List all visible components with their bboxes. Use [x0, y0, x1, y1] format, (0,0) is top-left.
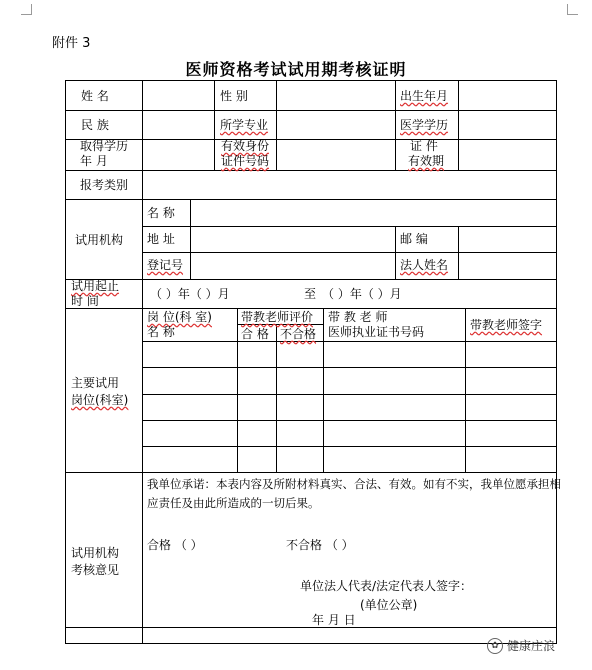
degree-date-label-line1: 取得学历 [80, 139, 129, 153]
opinion-date: 年 月 日 [312, 613, 356, 627]
opinion-label-line2: 考核意见 [71, 563, 120, 577]
positions-label-line2: 岗位(科室) [71, 393, 129, 407]
col-teacher-signature: 带教老师签字 [470, 318, 543, 332]
id-label-line2: 证件号码 [221, 154, 270, 168]
attachment-label: 附件 3 [52, 36, 91, 51]
col-position-name-line2: 名 称 [147, 325, 175, 339]
commitment-line1: 我单位承诺：本表内容及所附材料真实、合法、有效。如有不实，我单位愿承担相 [147, 477, 561, 491]
cert-label-line2: 有效期 [408, 154, 445, 168]
col-pass: 合 格 [241, 327, 269, 341]
trial-period-label-line1: 试用起止 [71, 279, 120, 293]
legal-representative-signature: 单位法人代表/法定代表人签字： [300, 579, 473, 593]
col-teacher-cert-line1: 带 教 老 师 [328, 310, 388, 324]
institution-address-label: 地 址 [147, 232, 175, 246]
watermark-text: 健康庄浪 [507, 639, 556, 653]
degree-label: 医学学历 [400, 118, 449, 132]
institution-registration-label: 登记号 [147, 258, 184, 272]
major-label: 所学专业 [220, 118, 269, 132]
form-title: 医师资格考试试用期考核证明 [185, 60, 407, 79]
wechat-watermark [487, 637, 555, 654]
opinion-fail-option: 不合格 （ ） [286, 538, 354, 552]
col-position-name-line1: 岗 位(科 室) [147, 310, 212, 324]
positions-label-line1: 主要试用 [71, 376, 120, 390]
opinion-pass-option: 合格 （ ） [147, 538, 203, 552]
name-label: 姓 名 [81, 89, 109, 103]
trial-period-to: 至 [304, 287, 317, 301]
institution-legal-person-label: 法人姓名 [400, 258, 449, 272]
institution-name-label: 名 称 [147, 206, 175, 220]
col-fail: 不合格 [280, 327, 317, 341]
institution-seal: (单位公章) [360, 598, 418, 612]
opinion-label-line1: 试用机构 [71, 546, 120, 560]
id-label-line1: 有效身份 [221, 139, 270, 153]
institution-label: 试用机构 [75, 233, 124, 247]
birth-date-label: 出生年月 [400, 89, 449, 103]
exam-category-label: 报考类别 [80, 178, 129, 192]
commitment-line2: 应责任及由此所造成的一切后果。 [147, 496, 320, 510]
wechat-account-icon: ✿ [487, 638, 503, 654]
degree-date-label-line2: 年 月 [80, 154, 108, 168]
col-teacher-cert-line2: 医师执业证书号码 [328, 325, 425, 339]
institution-postcode-label: 邮 编 [400, 232, 428, 246]
trial-period-label-line2: 时 间 [71, 294, 99, 308]
col-teacher-evaluation: 带教老师评价 [241, 310, 314, 324]
trial-period-end: （ ）年（ ）月 [322, 287, 402, 301]
gender-label: 性 别 [220, 89, 248, 103]
ethnicity-label: 民 族 [81, 118, 109, 132]
cert-label-line1: 证 件 [410, 139, 438, 153]
trial-period-start: （ ）年（ ）月 [150, 287, 230, 301]
